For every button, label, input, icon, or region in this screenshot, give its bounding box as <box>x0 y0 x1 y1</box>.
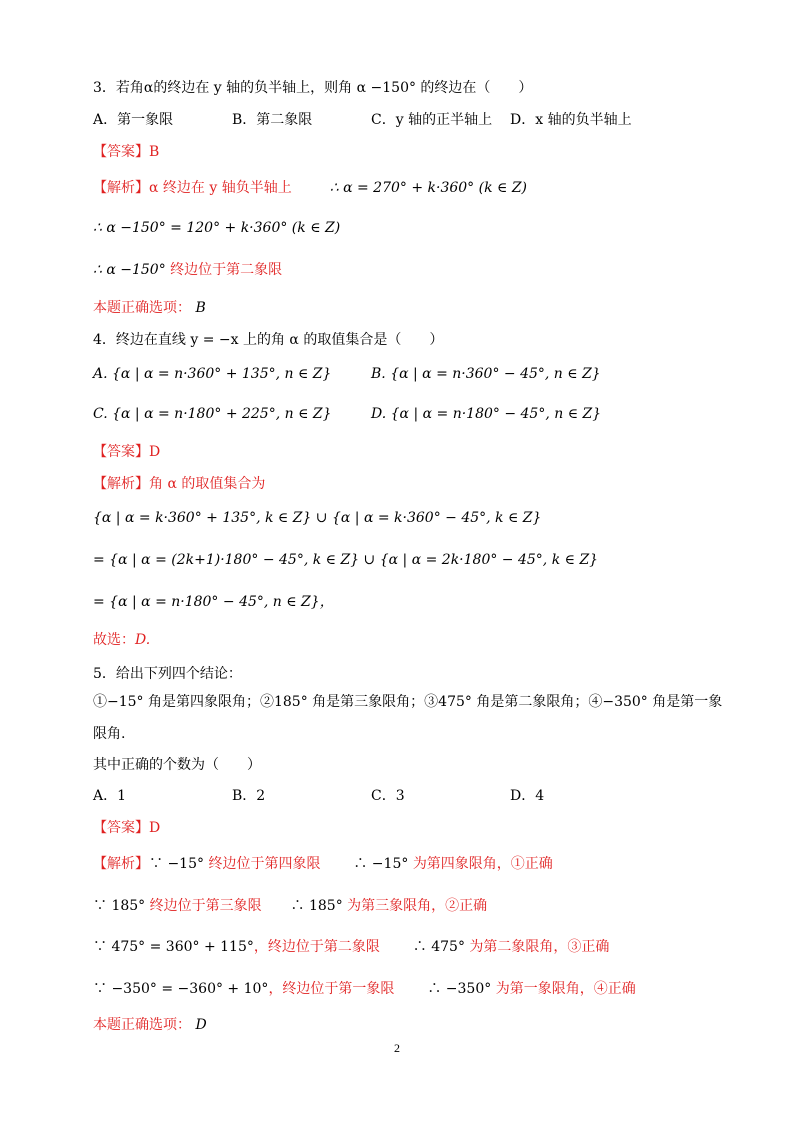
q3-answer: 【答案】B <box>93 144 160 160</box>
q5-option-a: A．1 <box>93 788 127 804</box>
reason-text: 为第四象限角，①正确 <box>412 856 553 872</box>
analysis-text: 终边位于第二象限 <box>170 262 283 278</box>
page-number: 2 <box>394 1041 400 1055</box>
correct-value: B <box>195 300 206 316</box>
q5-question: 其中正确的个数为（ ） <box>93 757 261 773</box>
q5-option-d: D．4 <box>510 788 545 804</box>
q4-analysis-line-3: = {α | α = n·180° − 45°, n ∈ Z}， <box>93 594 334 610</box>
analysis-tag: 【解析】 <box>93 476 149 492</box>
q3-option-c: C．y 轴的正半轴上 <box>371 112 493 128</box>
formula: ∴ 475° <box>412 939 465 955</box>
q3-analysis-line-3 <box>93 260 282 280</box>
q4-analysis-head <box>93 474 265 494</box>
q5-statements-line-2: 限角. <box>93 726 126 742</box>
q3-option-d: D．x 轴的负半轴上 <box>510 112 632 128</box>
q5-reason-3 <box>93 937 609 957</box>
reason-text: 为第二象限角，③正确 <box>469 939 610 955</box>
formula: ∴ α −150° <box>93 262 166 278</box>
q5-reason-4 <box>93 979 636 999</box>
q3-correct-option <box>93 298 206 318</box>
q4-option-a: A. {α | α = n·360° + 135°, n ∈ Z} <box>93 366 332 382</box>
reason-text: 为第三象限角，②正确 <box>347 898 488 914</box>
q5-statements-line-1: ①−15° 角是第四象限角；②185° 角是第三象限角；③475° 角是第二象限角；④−350° 角是第一象 <box>93 694 723 710</box>
q3-option-b: B．第二象限 <box>232 112 313 128</box>
q3-stem: 3．若角α的终边在 y 轴的负半轴上，则角 α −150° 的终边在（ ） <box>93 80 533 96</box>
formula: ∴ α = 270° + k·360° (k ∈ Z) <box>329 180 528 196</box>
q4-option-c: C. {α | α = n·180° + 225°, n ∈ Z} <box>93 406 332 422</box>
formula: ∴ −15° <box>353 856 409 872</box>
q3-analysis-line-1 <box>93 178 527 198</box>
q4-answer: 【答案】D <box>93 444 161 460</box>
q4-option-b: B. {α | α = n·360° − 45°, n ∈ Z} <box>371 366 601 382</box>
formula: ∵ 185° <box>93 898 146 914</box>
q3-analysis-line-2: ∴ α −150° = 120° + k·360° (k ∈ Z) <box>93 220 341 236</box>
q4-stem: 4．终边在直线 y = −x 上的角 α 的取值集合是（ ） <box>93 332 444 348</box>
q5-option-b: B．2 <box>232 788 266 804</box>
formula: ∵ 475° = 360° + 115° <box>93 939 254 955</box>
analysis-tag: 【解析】 <box>93 180 149 196</box>
formula: ∵ −15° <box>149 856 204 872</box>
reason-text: ，终边位于第二象限 <box>253 939 380 955</box>
choice-label: 故选： <box>93 632 135 648</box>
q4-option-d: D. {α | α = n·180° − 45°, n ∈ Z} <box>371 406 602 422</box>
correct-label: 本题正确选项： <box>93 1017 191 1033</box>
analysis-text: α 终边在 y 轴负半轴上 <box>149 180 292 196</box>
reason-text: 终边位于第三象限 <box>149 898 262 914</box>
analysis-text: 角 α 的取值集合为 <box>149 476 266 492</box>
q5-reason-2 <box>93 896 487 916</box>
q5-stem: 5．给出下列四个结论： <box>93 666 242 682</box>
correct-label: 本题正确选项： <box>93 300 191 316</box>
formula: ∴ 185° <box>290 898 343 914</box>
q4-analysis-line-1: {α | α = k·360° + 135°, k ∈ Z} ∪ {α | α = k·360° − 45°, k ∈ Z} <box>93 510 542 526</box>
reason-text: 为第一象限角，④正确 <box>495 981 636 997</box>
reason-text: 终边位于第四象限 <box>208 856 321 872</box>
choice-value: D. <box>135 632 151 648</box>
q5-option-c: C．3 <box>371 788 405 804</box>
formula: ∵ −350° = −360° + 10° <box>93 981 269 997</box>
reason-text: ，终边位于第一象限 <box>268 981 395 997</box>
q5-answer: 【答案】D <box>93 820 161 836</box>
q5-reason-1 <box>93 854 553 874</box>
formula: ∴ −350° <box>427 981 492 997</box>
q4-analysis-line-2: = {α | α = (2k+1)·180° − 45°, k ∈ Z} ∪ {α | α = 2k·180° − 45°, k ∈ Z} <box>93 552 599 568</box>
correct-value: D <box>195 1017 207 1033</box>
q5-correct-option <box>93 1015 207 1035</box>
q3-option-a: A．第一象限 <box>93 112 174 128</box>
q4-choice <box>93 630 150 650</box>
analysis-tag: 【解析】 <box>93 856 149 872</box>
